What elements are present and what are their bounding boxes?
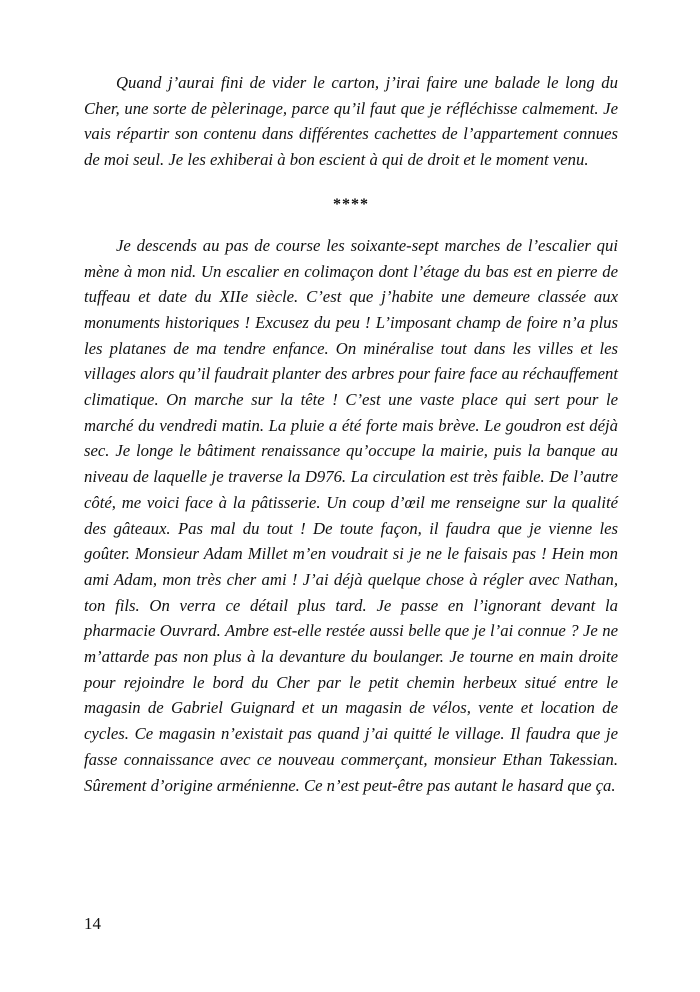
section-separator: **** <box>333 195 369 213</box>
page-body <box>84 70 618 798</box>
paragraph-2: Je descends au pas de course les soixante-sept marches de l’escalier qui mène à mon nid. Un escalier en colimaçon dont l’étage du bas est en pierre de tuffeau et date du XIIe siècle. C’est que j’habite une demeure classée aux monuments historiques ! Excusez du peu ! L’imposant champ de foire n’a plus les platanes de ma tendre enfance. On minéralise tout dans les villes et les villages alors qu’il faudrait planter des arbres pour faire face au réchauffement climatique. On marche sur la tête ! C’est une vaste place qui sert pour le marché du vendredi matin. La pluie a été forte mais brève. Le goudron est déjà sec. Je longe le bâtiment renaissance qu’occupe la mairie, puis la banque au niveau de laquelle je traverse la D976. La circulation est très faible. De l’autre côté, me voici face à la pâtisserie. Un coup d’œil me renseigne sur la qualité des gâteaux. Pas mal du tout ! De toute façon, il faudra que je vienne les goûter. Monsieur Adam Millet m’en voudrait si je ne le faisais pas ! Hein mon ami Adam, mon très cher ami ! J’ai déjà quelque chose à régler avec Nathan, ton fils. On verra ce détail plus tard. Je passe en l’ignorant devant la pharmacie Ouvrard. Ambre est-elle restée aussi belle que je l’ai connue ? Je ne m’attarde pas non plus à la devanture du boulanger. Je tourne en main droite pour rejoindre le bord du Cher par le petit chemin herbeux situé entre le magasin de Gabriel Guignard et un magasin de vélos, vente et location de cycles. Ce magasin n’existait pas quand j’ai quitté le village. Il faudra que je fasse connaissance avec ce nouveau commerçant, monsieur Ethan Takessian. Sûrement d’origine arménienne. Ce n’est peut-être pas autant le hasard que ça. <box>84 235 618 795</box>
page-number: 14 <box>84 914 101 933</box>
paragraph-1: Quand j’aurai fini de vider le carton, j’irai faire une balade le long du Cher, une sorte de pèlerinage, parce qu’il faut que je réfléchisse calmement. Je vais répartir son contenu dans différentes cachettes de l’appartement connues de moi seul. Je les exhiberai à bon escient à qui de droit et le moment venu. <box>84 73 618 170</box>
